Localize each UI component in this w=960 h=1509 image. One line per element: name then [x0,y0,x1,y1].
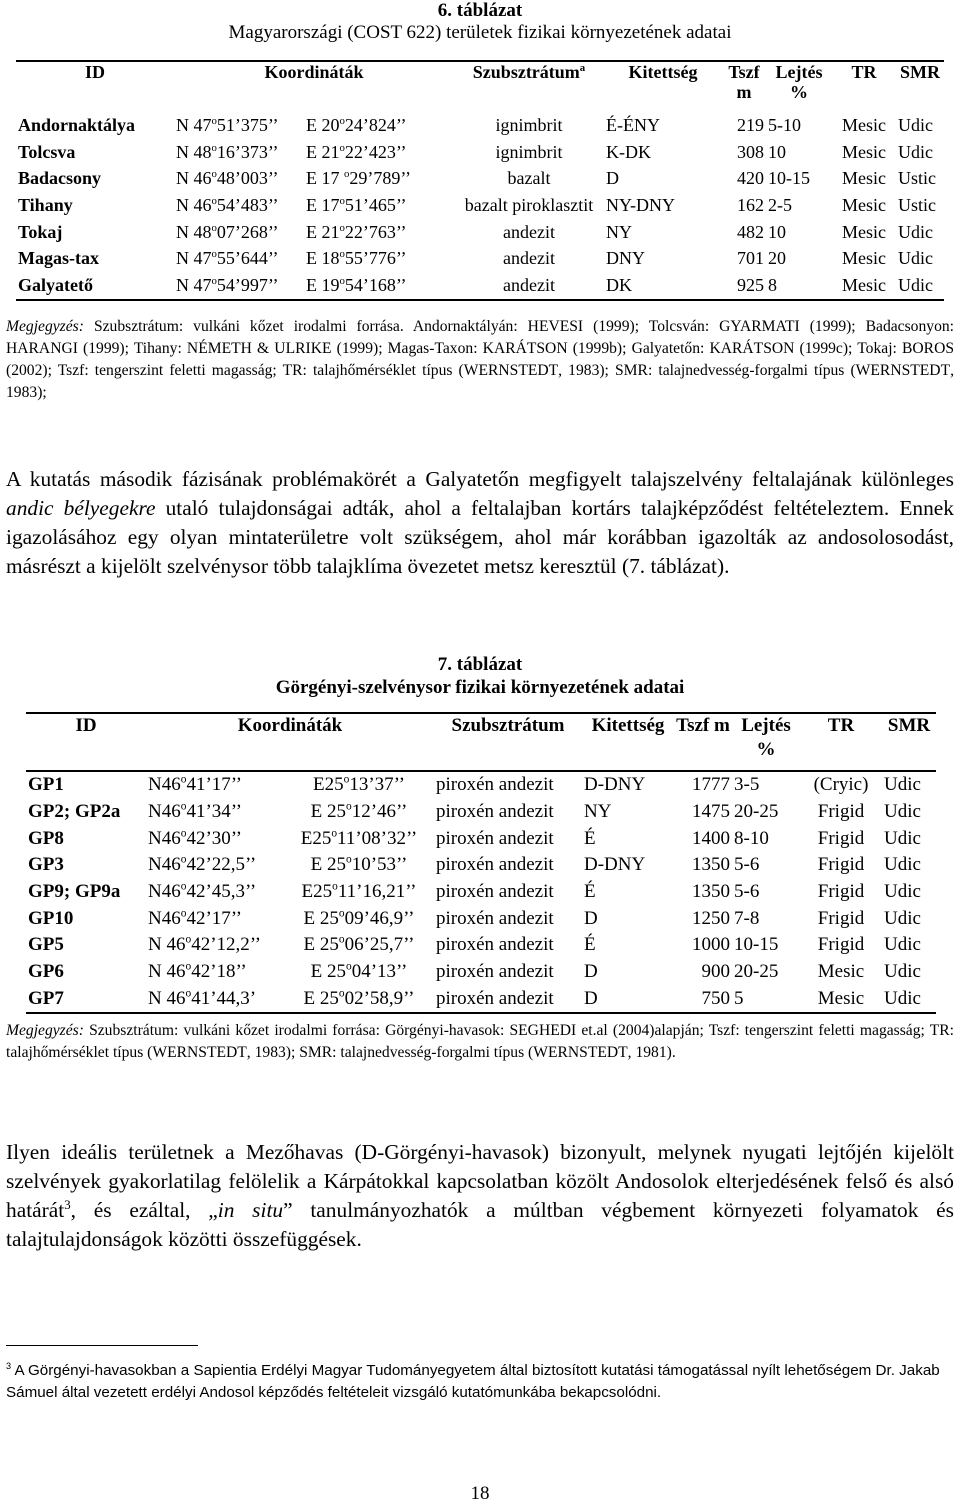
table7-row [26,825,936,852]
t7-cell-id: GP2; GP2a [28,801,121,823]
t6-cell-id: Tihany [18,194,73,215]
t7-cell-subst: piroxén andezit [436,854,554,876]
t7-cell-north: N46$^o$42’22,5’’ [148,854,257,876]
t6-cell-slope: 10-15 [768,168,810,189]
table7-row [26,932,936,959]
footnote: $^3$ A Görgényi-havasokban a Sapientia Erdélyi Magyar Tudományegyetem által biztosított kutatási támogatással nyílt lehetőségem Dr. Jakab Sámuel által vezetett erdélyi Andosol képződés feltételeit vizsgáló kutatómunkába bekapcsolódni. [6,1360,940,1401]
t6-cell-tr: Mesic [842,274,886,295]
t6-cell-alt: 219 [737,114,764,135]
table7-row [26,799,936,826]
t6-cell-east: E 21$^o$22’423’’ [306,141,407,162]
t7-cell-id: GP7 [28,987,64,1009]
paragraph-2: Ilyen ideális területnek a Mezőhavas (D-Görgényi-havasok) bizonyult, melynek nyugati lejtőjén kijelölt szelvények gyakorlatilag felölelik a Kárpátokkal kapcsolatban közölt Andosolok elterjedésének felső és alsó határát$^3$, és ezáltal, „in situ” tanulmányozhatók a múltban végbement környezeti folyamatok és talajtulajdonságok közötti összefüggések. [6,1140,954,1251]
t6-cell-subst: bazalt [507,168,551,189]
page-number: 18 [470,1483,490,1504]
t7-cell-exp: NY [584,801,612,823]
t6-header-coord: Koordináták [264,62,364,82]
t6-header-smr: SMR [900,62,940,82]
t7-cell-subst: piroxén andezit [436,907,554,929]
footnote-rule [6,1345,198,1346]
t7-header-tr: TR [827,715,855,736]
t6-cell-north: N 48$^o$07’268’’ [176,221,279,242]
t6-cell-alt: 420 [737,168,764,189]
t6-cell-east: E 17$^o$51’465’’ [306,194,407,215]
t7-cell-slope: 8-10 [734,827,769,849]
t7-header-slope: Lejtés % [741,715,791,760]
table6-row [16,112,944,139]
t7-cell-alt: 1250 [692,907,730,929]
t7-cell-alt: 1475 [692,801,730,823]
t7-cell-slope: 3-5 [734,774,760,796]
t6-cell-alt: 925 [737,274,764,295]
t6-header-alt: Tszf m [728,62,760,102]
table6-row [16,165,944,192]
t7-cell-exp: É [584,827,596,849]
t6-cell-north: N 47$^o$55’644’’ [176,248,279,269]
t6-cell-exp: NY [606,221,632,242]
t7-cell-slope: 7-8 [734,907,760,929]
t7-cell-north: N 46$^o$42’18’’ [148,960,247,983]
t6-cell-slope: 10 [768,141,786,162]
t6-cell-tr: Mesic [842,221,886,242]
t7-cell-smr: Udic [884,801,921,823]
t6-cell-north: N 47$^o$54’997’’ [176,274,279,295]
t6-cell-exp: D [606,168,619,189]
t6-header-tr: TR [851,62,877,82]
table7-note: Megjegyzés: Szubsztrátum: vulkáni kőzet irodalmi forrása: Görgényi-havasok: SEGHEDI et.al (2004)alapján; Tszf: tengerszint feletti magasság; TR: talajhőmérséklet típus (WERNSTEDT, 1983); SMR: talajnedvesség-forgalmi típus (WERNSTEDT, 1981). [6,1022,954,1061]
t6-cell-smr: Udic [898,274,933,295]
t7-cell-slope: 5 [734,987,744,1009]
table7-row [26,879,936,906]
t7-cell-subst: piroxén andezit [436,987,554,1009]
t7-cell-smr: Udic [884,854,921,876]
t7-cell-alt: 1350 [692,854,730,876]
t7-cell-east: E25$^o$11’08’32’’ [300,827,418,849]
t7-cell-slope: 10-15 [734,934,779,956]
t7-cell-subst: piroxén andezit [436,961,554,983]
t7-cell-alt: 900 [701,961,730,983]
t6-cell-north: N 48$^o$16’373’’ [176,141,279,162]
table6 [16,60,944,301]
t6-cell-east: E 21$^o$22’763’’ [306,221,407,242]
t6-cell-north: N 46$^o$54’483’’ [176,194,279,215]
t6-header-exp: Kitettség [628,62,698,82]
t6-cell-alt: 482 [737,221,764,242]
table6-row [16,272,944,300]
t7-cell-smr: Udic [884,881,921,903]
t7-cell-tr: (Cryic) [813,774,869,796]
t7-cell-smr: Udic [884,934,921,956]
t7-header-alt: Tszf m [676,715,730,736]
t6-cell-smr: Udic [898,114,933,135]
t6-cell-id: Magas-tax [18,248,99,269]
t7-cell-east: E25$^o$13’37’’ [313,774,405,796]
t7-cell-alt: 1000 [692,934,730,956]
t6-cell-smr: Udic [898,141,933,162]
t6-cell-id: Tokaj [18,221,63,242]
t6-cell-exp: É-ÉNY [606,114,660,135]
table6-row [16,192,944,219]
t6-cell-exp: K-DK [606,141,651,162]
t6-cell-id: Badacsony [18,168,102,189]
t7-cell-subst: piroxén andezit [436,881,554,903]
t7-cell-tr: Frigid [817,801,865,823]
table6-number: 6. táblázat [437,0,523,21]
t7-cell-exp: D [584,987,598,1009]
t7-cell-id: GP9; GP9a [28,881,121,903]
table6-note: Megjegyzés: Szubsztrátum: vulkáni kőzet irodalmi forrása. Andornaktályán: HEVESI (1999); Tolcsván: GYARMATI (1999); Badacsonyon: HARANGI (1999); Tihany: NÉMETH & ULRIKE (1999); Magas-Taxon: KARÁTSON (1999b); Galyatetőn: KARÁTSON (1999c); Tokaj: BOROS (2002); Tszf: tengerszint feletti magasság; TR: talajhőmérséklet típus (WERNSTEDT, 1983); SMR: talajnedvesség-forgalmi típus (WERNSTEDT, 1983); [6,318,955,401]
t7-cell-id: GP5 [28,934,64,956]
table7-title: Görgényi-szelvénysor fizikai környezetének adatai [275,677,685,698]
t7-cell-subst: piroxén andezit [436,827,554,849]
t7-cell-tr: Mesic [817,961,865,983]
table7-row [26,905,936,932]
t7-header-smr: SMR [887,715,931,736]
t7-cell-tr: Mesic [817,987,865,1009]
t7-cell-alt: 1400 [692,827,730,849]
t6-header-slope: Lejtés % [775,62,823,102]
t7-cell-east: E25$^o$11’16,21’’ [301,880,417,903]
t7-cell-east: E 25$^o$06’25,7’’ [303,934,415,956]
t7-cell-alt: 1777 [692,774,730,796]
t6-cell-subst: andezit [503,248,555,269]
t6-cell-tr: Mesic [842,248,886,269]
t6-cell-smr: Ustic [898,168,936,189]
t7-cell-north: N46$^o$41’34’’ [148,800,243,823]
t7-cell-slope: 5-6 [734,881,760,903]
t6-cell-alt: 162 [737,194,764,215]
table7-row [26,771,936,799]
t6-cell-east: E 17 $^o$29’789’’ [306,168,412,189]
t6-cell-subst: andezit [503,221,555,242]
table6-row [16,139,944,166]
t7-cell-exp: D [584,961,598,983]
t7-cell-id: GP10 [28,907,74,929]
table6-title: Magyarországi (COST 622) területek fizikai környezetének adatai [228,22,732,43]
t6-cell-id: Tolcsva [18,141,76,162]
t6-header-id: ID [84,62,105,82]
t7-cell-east: E 25$^o$02’58,9’’ [303,987,415,1009]
t7-header-exp: Kitettség [591,715,665,736]
t7-cell-id: GP1 [28,774,64,796]
table7 [26,712,936,1014]
t7-cell-north: N46$^o$42’45,3’’ [148,880,257,903]
t7-cell-alt: 1350 [692,881,730,903]
t7-cell-east: E 25$^o$04’13’’ [310,960,408,983]
t7-cell-north: N 46$^o$41’44,3’ [148,987,257,1009]
t7-header-coord: Koordináták [237,715,343,736]
t6-cell-tr: Mesic [842,114,886,135]
t6-cell-smr: Ustic [898,194,936,215]
t7-cell-smr: Udic [884,907,921,929]
t7-cell-smr: Udic [884,987,921,1009]
t7-cell-smr: Udic [884,774,921,796]
t6-cell-alt: 308 [737,141,764,162]
t6-header-subst: Szubsztrátum$^a$ [472,62,586,82]
table6-row [16,245,944,272]
t6-cell-slope: 5-10 [768,114,801,135]
t7-cell-exp: D [584,907,598,929]
t7-cell-east: E 25$^o$09’46,9’’ [303,907,415,929]
t7-header-subst: Szubsztrátum [451,715,565,736]
t6-cell-slope: 2-5 [768,194,792,215]
table7-row [26,852,936,879]
t7-cell-smr: Udic [884,961,921,983]
t7-cell-subst: piroxén andezit [436,801,554,823]
t6-cell-slope: 8 [768,274,777,295]
table6-row [16,219,944,246]
t7-cell-id: GP8 [28,827,64,849]
t7-cell-tr: Frigid [817,934,865,956]
table7-row [26,986,936,1014]
t7-cell-id: GP3 [28,854,64,876]
t7-cell-east: E 25$^o$12’46’’ [310,800,408,823]
t6-cell-north: N 46$^o$48’003’’ [176,168,279,189]
table7-number: 7. táblázat [437,654,523,675]
t7-header-id: ID [75,715,97,736]
t7-cell-exp: D-DNY [584,774,646,796]
t7-cell-smr: Udic [884,827,921,849]
t7-cell-north: N46$^o$42’17’’ [148,907,243,929]
t6-cell-subst: bazalt piroklasztit [464,194,594,215]
t7-cell-north: N 46$^o$42’12,2’’ [148,934,262,956]
t6-cell-id: Galyatető [18,274,93,295]
t7-cell-north: N46$^o$42’30’’ [148,827,243,849]
t6-cell-tr: Mesic [842,194,886,215]
t7-cell-slope: 20-25 [734,961,779,983]
t6-cell-tr: Mesic [842,168,886,189]
t6-cell-exp: DK [606,274,632,295]
t6-cell-east: E 18$^o$55’776’’ [306,248,407,269]
t6-cell-slope: 20 [768,248,786,269]
t7-cell-id: GP6 [28,961,64,983]
t6-cell-subst: ignimbrit [495,141,563,162]
t7-cell-north: N46$^o$41’17’’ [148,774,243,796]
t6-cell-east: E 19$^o$54’168’’ [306,274,407,295]
table7-row [26,959,936,986]
t7-cell-slope: 20-25 [734,801,779,823]
t6-cell-exp: DNY [606,248,645,269]
t6-cell-smr: Udic [898,221,933,242]
t7-cell-tr: Frigid [817,827,865,849]
t7-cell-tr: Frigid [817,854,865,876]
t6-cell-id: Andornaktálya [18,114,136,135]
t7-cell-exp: É [584,881,596,903]
t6-cell-subst: andezit [503,274,555,295]
t7-cell-exp: D-DNY [584,854,646,876]
t6-cell-alt: 701 [737,248,764,269]
t6-cell-subst: ignimbrit [495,114,563,135]
t7-cell-subst: piroxén andezit [436,934,554,956]
t6-cell-north: N 47$^o$51’375’’ [176,114,279,135]
t6-cell-exp: NY-DNY [606,194,675,215]
t7-cell-subst: piroxén andezit [436,774,554,796]
t6-cell-smr: Udic [898,248,933,269]
t6-cell-east: E 20$^o$24’824’’ [306,114,407,135]
t6-cell-tr: Mesic [842,141,886,162]
paragraph-1: A kutatás második fázisának problémakörét a Galyatetőn megfigyelt talajszelvény feltalajának különleges andic bélyegekre utaló tulajdonságai adták, ahol a feltalajban kortárs talajképződést feltételeztem. Ennek igazolásához egy olyan mintaterületre volt szükségem, ahol már korábban igazolták az andosolosodást, másrészt a kijelölt szelvénysor több talajklíma övezetet metsz keresztül (7. táblázat). [6,467,954,578]
t7-cell-east: E 25$^o$10’53’’ [310,854,408,876]
t7-cell-alt: 750 [701,987,730,1009]
t7-cell-slope: 5-6 [734,854,760,876]
t7-cell-exp: É [584,934,596,956]
t7-cell-tr: Frigid [817,881,865,903]
t6-cell-slope: 10 [768,221,786,242]
t7-cell-tr: Frigid [817,907,865,929]
